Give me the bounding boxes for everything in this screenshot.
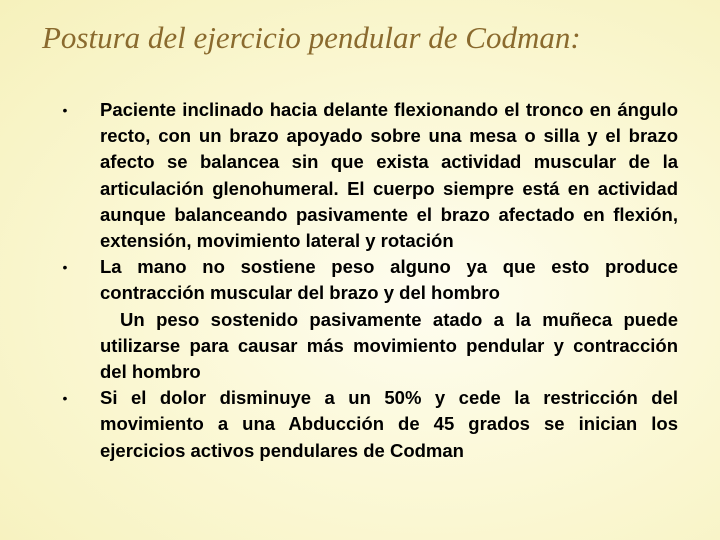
- bullet-item-pain: [58, 385, 678, 464]
- bullet-text: Paciente inclinado hacia delante flexionando el tronco en ángulo recto, con un brazo apoyado sobre una mesa o silla y el brazo afecto se balancea sin que exista actividad muscular de la articulación glenohumeral. El cuerpo siempre está en actividad aunque balanceando pasivamente el brazo afectado en flexión, extensión, movimiento lateral y rotación: [100, 99, 678, 252]
- bullet-marker: •: [62, 102, 68, 118]
- bullet-text: La mano no sostiene peso alguno ya que esto produce contracción muscular del brazo y del hombro: [100, 256, 678, 304]
- bullet-item-hand: [58, 254, 678, 385]
- bullet-marker: •: [62, 259, 68, 276]
- bullet-text: Si el dolor disminuye a un 50% y cede la restricción del movimiento a una Abducción de 45 grados se inician los ejercicios activos pendulares de Codman: [100, 387, 678, 461]
- bullet-list: [58, 97, 678, 464]
- slide-title: Postura del ejercicio pendular de Codman:: [42, 20, 581, 55]
- bullet-marker: •: [62, 390, 68, 407]
- bullet-continuation-text: Un peso sostenido pasivamente atado a la muñeca puede utilizarse para causar más movimiento pendular y contracción del hombro: [100, 308, 678, 383]
- bullet-item-posture: [58, 97, 678, 254]
